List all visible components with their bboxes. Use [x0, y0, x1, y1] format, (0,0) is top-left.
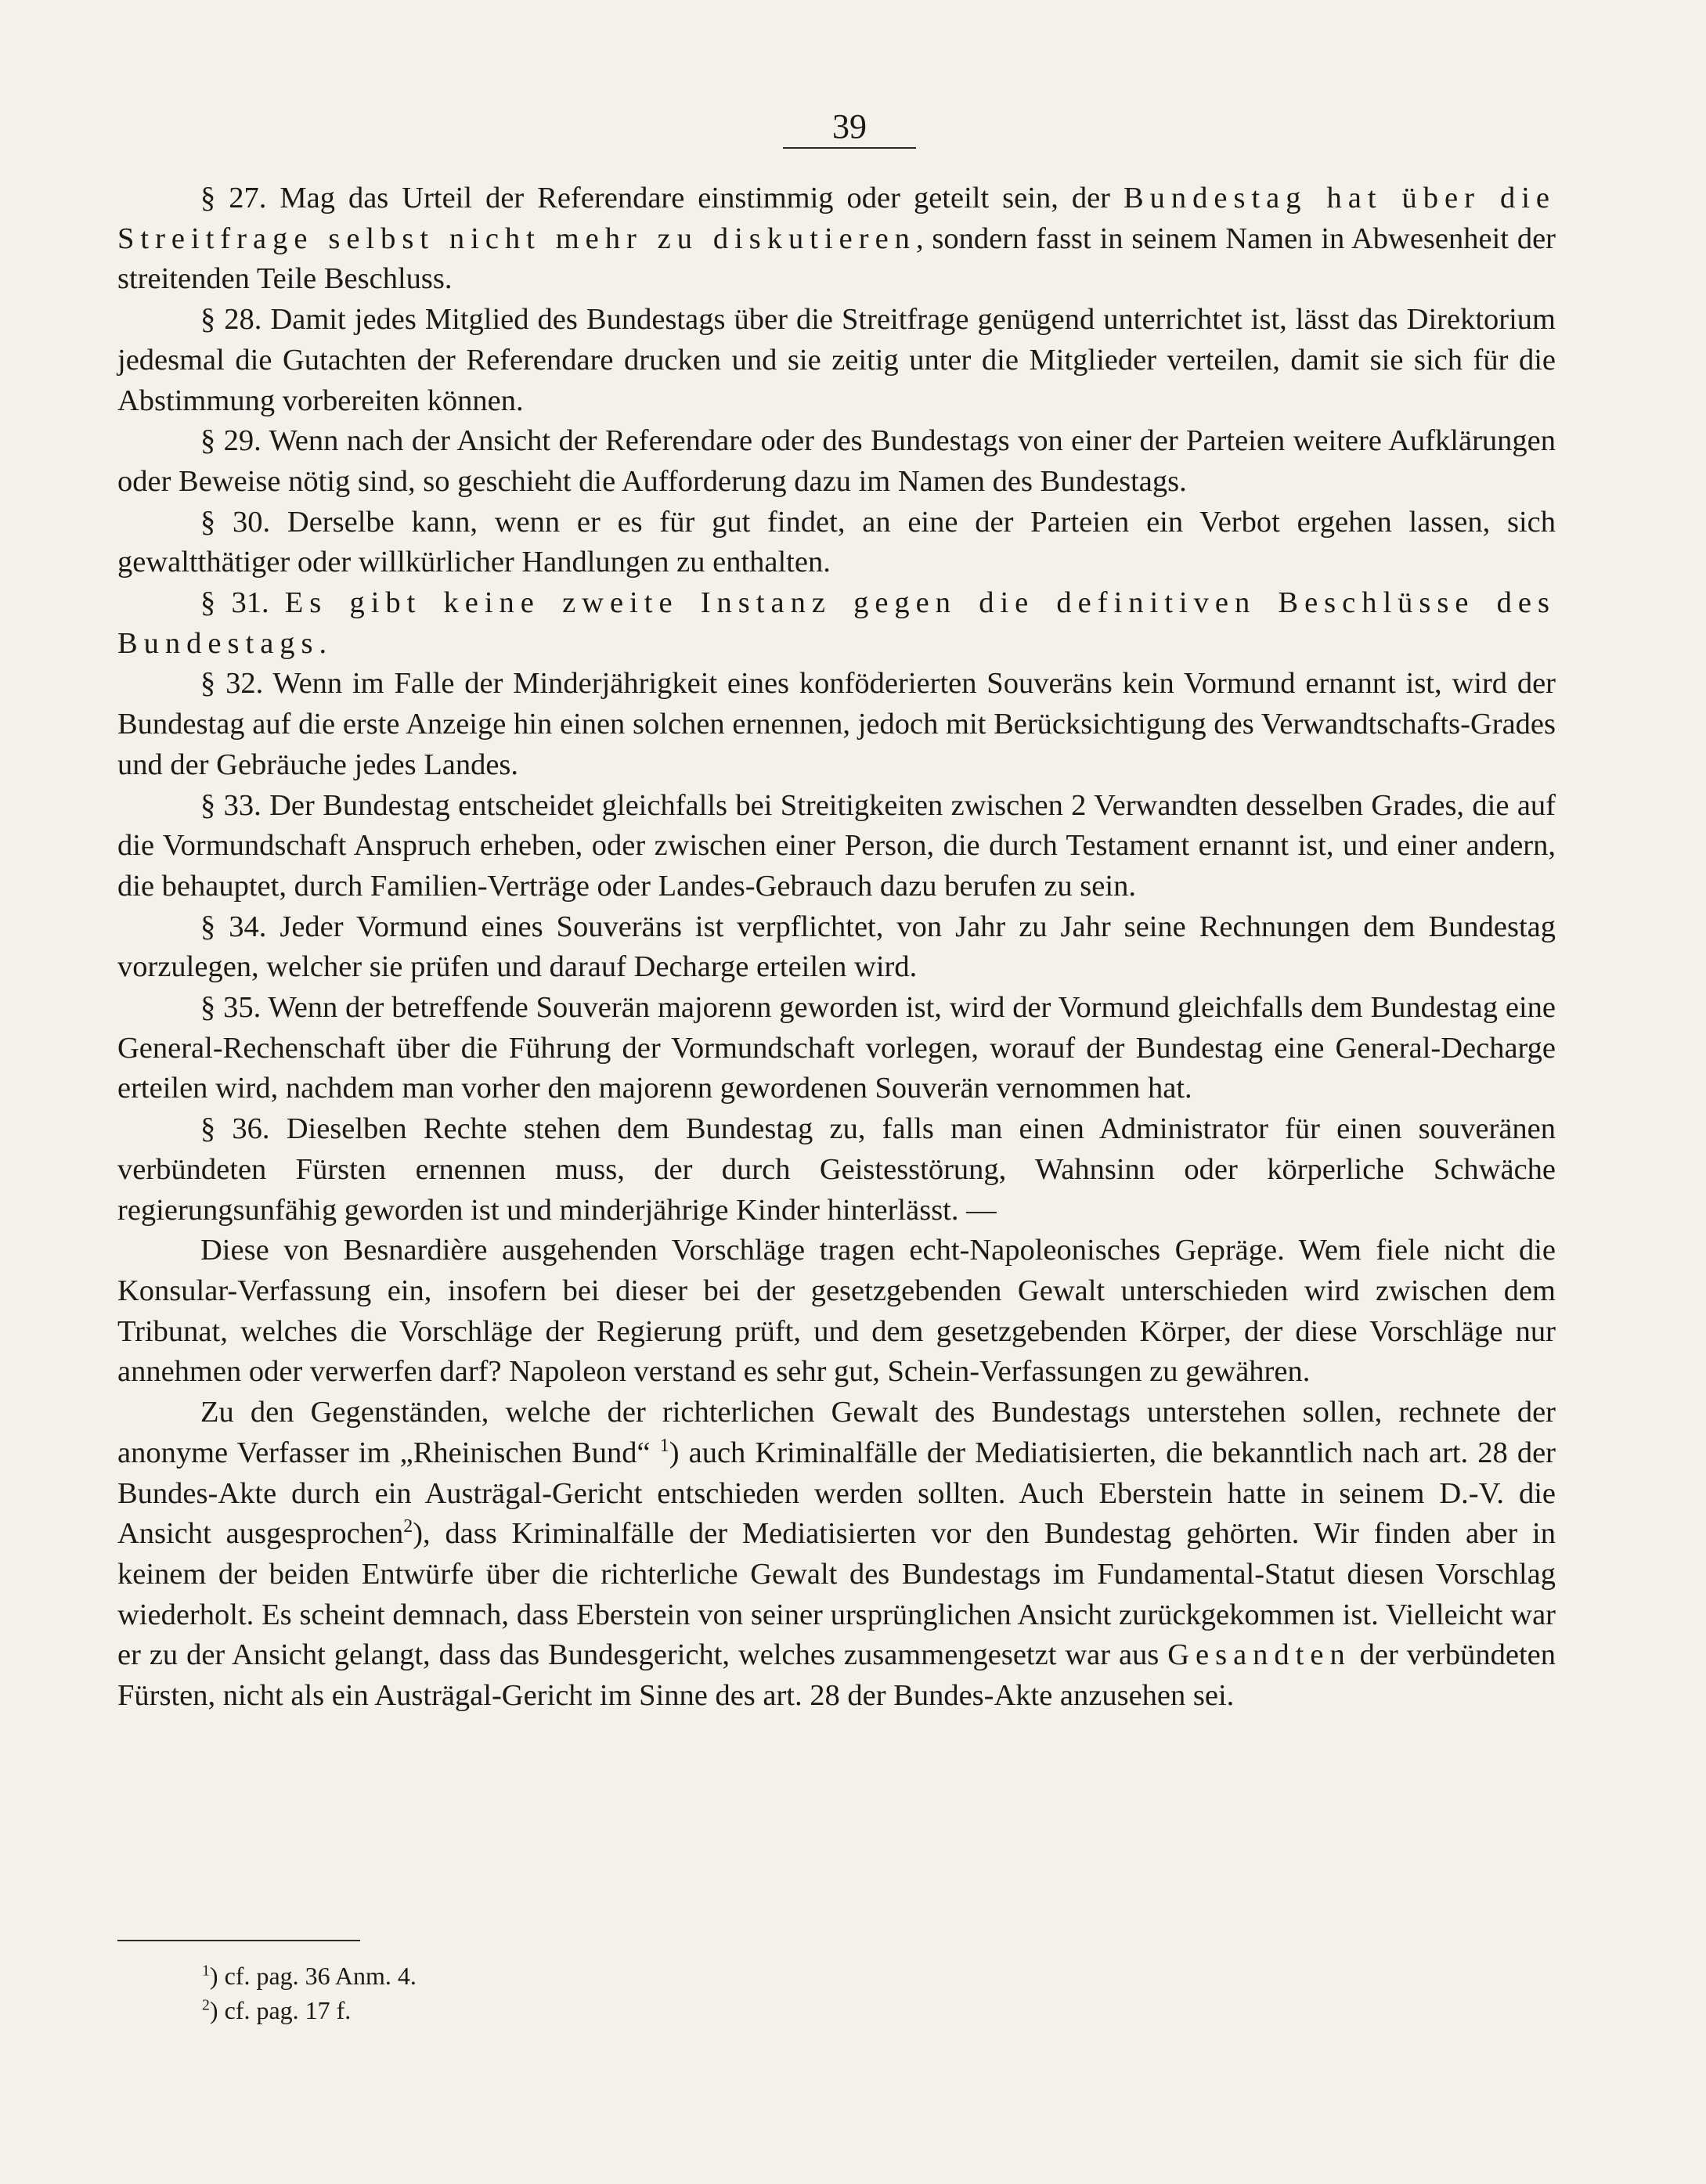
- paragraph: [117, 1109, 1556, 1231]
- text-segment: § 35. Wenn der betreffende Souverän majorenn geworden ist, wird der Vormund gleichfalls dem Bundestag eine General-Rechenschaft über die Führung der Vormundschaft vorlegen, worauf der Bundestag eine General-Decharge erteilen wird, nachdem man vorher den majorenn gewordenen Souverän vernommen hat.: [117, 991, 1556, 1105]
- text-segment: ) auch Kriminalfälle der Mediatisierten, die bekanntlich nach art. 28 der Bundes-Akte durch ein Austrägal-Gericht entschieden werden sollten. Auch Eberstein hatte in seinem D.-V. die Ansicht ausgesprochen: [117, 1436, 1556, 1551]
- footnote: [202, 1959, 907, 1993]
- text-segment: § 31.: [200, 586, 285, 620]
- paragraph: [117, 1393, 1556, 1717]
- paragraph: [117, 786, 1556, 907]
- text-segment: § 28. Damit jedes Mitglied des Bundestags über die Streitfrage genügend unterrichtet ist, lässt das Direktorium jedesmal die Gutachten der Referendare drucken und sie zeitig unter die Mitglieder verteilen, damit sie sich für die Abstimmung vorbereiten können.: [117, 303, 1556, 417]
- emphasized-text: Es gibt keine zweite Instanz gegen die definitiven Beschlüsse des Bundestags: [117, 586, 1556, 660]
- text-segment: Zu den Gegenständen, welche der richterlichen Gewalt des Bundestags unterstehen sollen, rechnete der anonyme Verfasser im „Rheinischen Bund“: [117, 1396, 1556, 1469]
- footnote-text: ) cf. pag. 17 f.: [209, 1996, 352, 2024]
- footnote-text: ) cf. pag. 36 Anm. 4.: [209, 1962, 417, 1990]
- paragraph: [117, 988, 1556, 1109]
- footnote: [202, 1993, 907, 2027]
- footnote-ref: 2: [403, 1516, 413, 1537]
- emphasized-text: Gesandten: [1167, 1638, 1351, 1672]
- footnote-separator: [117, 1940, 360, 1941]
- main-text: [117, 178, 1556, 1717]
- text-segment: § 33. Der Bundestag entscheidet gleichfalls bei Streitigkeiten zwischen 2 Verwandten desselben Grades, die auf die Vormundschaft Anspruch erheben, oder zwischen einer Person, die durch Testament ernannt ist, und einer andern, die behauptet, durch Familien-Verträge oder Landes-Gebrauch dazu berufen zu sein.: [117, 788, 1556, 903]
- footnote-mark: 2: [202, 1996, 210, 2014]
- page-number-rule: [783, 147, 916, 149]
- paragraph: [117, 178, 1556, 300]
- text-segment: § 36. Dieselben Rechte stehen dem Bundestag zu, falls man einen Administrator für einen souveränen verbündeten Fürsten ernennen muss, der durch Geistesstörung, Wahnsinn oder körperliche Schwäche regierungsunfähig geworden ist und minderjährige Kinder hinterlässt. —: [117, 1112, 1556, 1227]
- text-segment: § 29. Wenn nach der Ansicht der Referendare oder des Bundestags von einer der Parteien weitere Aufklärungen oder Beweise nötig sind, so geschieht die Aufforderung dazu im Namen des Bundestags.: [117, 424, 1556, 498]
- text-segment: Diese von Besnardière ausgehenden Vorschläge tragen echt-Napoleonisches Gepräge. Wem fiele nicht die Konsular-Verfassung ein, insofern bei dieser bei der gesetzgebenden Gewalt unterschieden wird zwischen dem Tribunat, welches die Vorschläge der Regierung prüft, und dem gesetzgebenden Körper, der diese Vorschläge nur annehmen oder verwerfen darf? Napoleon verstand es sehr gut, Schein-Verfassungen zu gewähren.: [117, 1234, 1556, 1389]
- paragraph: [117, 503, 1556, 583]
- paragraph: [117, 421, 1556, 502]
- paragraph: [117, 664, 1556, 785]
- text-segment: ), dass Kriminalfälle der Mediatisierten vor den Bundestag gehörten. Wir finden aber in keinem der beiden Entwürfe über die richterliche Gewalt des Bundestags im Fundamental-Statut diesen Vorschlag wiederholt. Es scheint demnach, dass Eberstein von seiner ursprünglichen Ansicht zurückgekommen ist. Vielleicht war er zu der Ansicht gelangt, dass das Bundesgericht, welches zusammengesetzt war aus: [117, 1517, 1556, 1672]
- paragraph: [117, 907, 1556, 988]
- text-segment: § 27. Mag das Urteil der Referendare einstimmig oder geteilt sein, der: [200, 182, 1124, 214]
- footnote-ref: 1: [659, 1435, 669, 1456]
- page-number: 39: [832, 107, 867, 146]
- text-segment: der verbündeten Fürsten, nicht als ein Austrägal-Gericht im Sinne des art. 28 der Bundes-Akte anzusehen sei.: [117, 1638, 1556, 1713]
- emphasized-text: Bundestag hat über die Streitfrage selbst nicht mehr zu diskutieren: [117, 182, 1556, 255]
- paragraph: [117, 300, 1556, 421]
- text-segment: § 30. Derselbe kann, wenn er es für gut findet, an eine der Parteien ein Verbot ergehen lassen, sich gewaltthätiger oder willkürlicher Handlungen zu enthalten.: [117, 505, 1556, 579]
- paragraph: [117, 1231, 1556, 1393]
- footnotes: [202, 1959, 907, 2027]
- text-segment: § 34. Jeder Vormund eines Souveräns ist verpflichtet, von Jahr zu Jahr seine Rechnungen dem Bundestag vorzulegen, welcher sie prüfen und darauf Decharge erteilen wird.: [117, 910, 1556, 984]
- paragraph: [117, 583, 1556, 664]
- text-segment: , sondern fasst in seinem Namen in Abwesenheit der streitenden Teile Beschluss.: [117, 222, 1556, 296]
- text-segment: § 32. Wenn im Falle der Minderjährigkeit eines konföderierten Souveräns kein Vormund ernannt ist, wird der Bundestag auf die erste Anzeige hin einen solchen ernennen, jedoch mit Berücksichtigung des Verwandtschafts-Grades und der Gebräuche jedes Landes.: [117, 667, 1556, 781]
- footnote-mark: 1: [202, 1962, 210, 1980]
- text-segment: .: [319, 626, 327, 660]
